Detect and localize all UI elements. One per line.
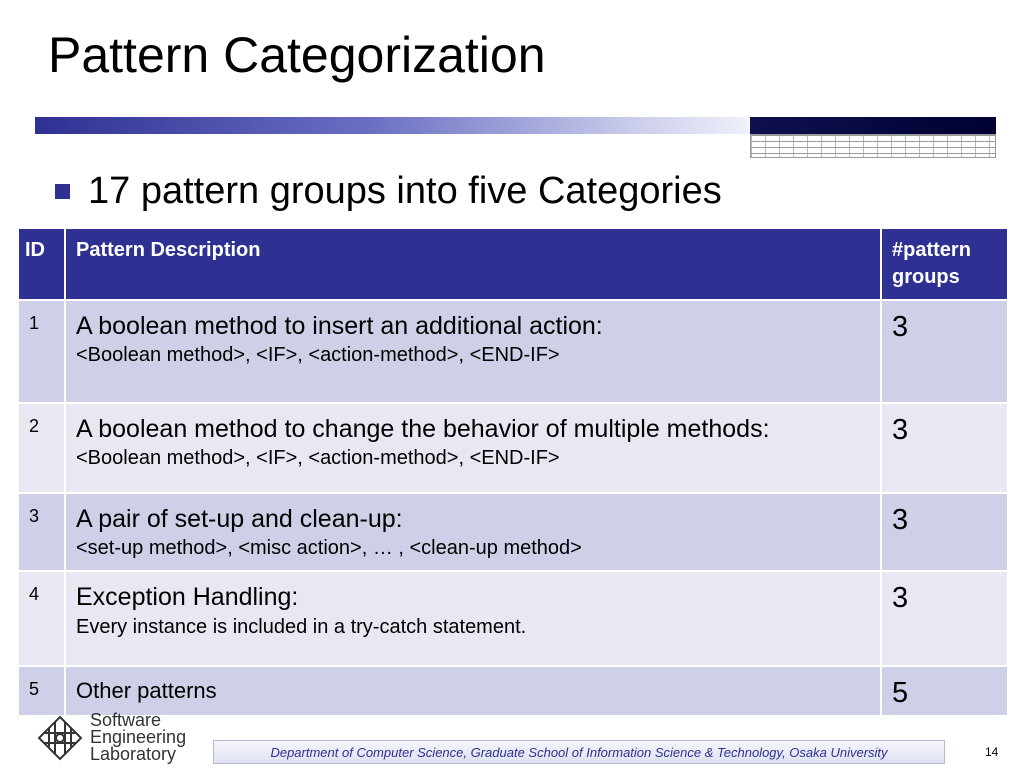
row-description <box>65 571 881 666</box>
row-description-sub: <set-up method>, <misc action>, … , <clean-up method> <box>76 537 582 560</box>
row-description-sub: <Boolean method>, <IF>, <action-method>, <END-IF> <box>76 447 560 470</box>
row-id: 3 <box>18 493 65 571</box>
row-count: 3 <box>881 493 1008 571</box>
logo-wordmark <box>90 712 186 763</box>
square-bullet-icon <box>55 184 70 199</box>
row-count: 3 <box>881 300 1008 403</box>
row-count: 3 <box>881 571 1008 666</box>
row-description-sub: Every instance is included in a try-catch statement. <box>76 615 527 638</box>
table-row <box>18 300 1008 403</box>
row-id: 5 <box>18 666 65 716</box>
row-description <box>65 666 881 716</box>
row-description-sub: <Boolean method>, <IF>, <action-method>, <END-IF> <box>76 344 560 367</box>
table-row <box>18 493 1008 571</box>
row-description-main: A boolean method to change the behavior of multiple methods: <box>76 415 770 443</box>
row-description-main: Exception Handling: <box>76 583 299 612</box>
page-number: 14 <box>985 745 999 759</box>
row-description <box>65 493 881 571</box>
header-grid-pattern <box>750 134 996 158</box>
header-id: ID <box>18 228 65 300</box>
row-description-main: A boolean method to insert an additional action: <box>76 312 603 340</box>
slide-title: Pattern Categorization <box>48 27 546 83</box>
table-row <box>18 666 1008 716</box>
logo-line-3: Laboratory <box>90 744 177 764</box>
table-row <box>18 403 1008 493</box>
header-count-line1: #pattern <box>892 239 971 261</box>
lab-logo <box>36 712 186 763</box>
row-description <box>65 403 881 493</box>
row-id: 2 <box>18 403 65 493</box>
row-description-main: A pair of set-up and clean-up: <box>76 505 403 533</box>
row-id: 1 <box>18 300 65 403</box>
logo-line-2: Engineering <box>90 727 187 747</box>
bullet-item <box>55 172 722 210</box>
table-row <box>18 571 1008 666</box>
sel-logo-icon <box>36 714 84 762</box>
header-description: Pattern Description <box>65 228 881 300</box>
row-count: 3 <box>881 403 1008 493</box>
header-count <box>881 228 1008 300</box>
bullet-text: 17 pattern groups into five Categories <box>88 170 722 212</box>
pattern-table <box>17 227 1009 717</box>
table-header-row <box>18 228 1008 300</box>
footer-department-text: Department of Computer Science, Graduate School of Information Science & Technology, Osaka University <box>270 744 888 760</box>
header-dark-block <box>750 117 996 134</box>
row-description-main: Other patterns <box>76 678 217 704</box>
row-count: 5 <box>881 666 1008 716</box>
header-count-line2: groups <box>892 266 960 288</box>
row-id: 4 <box>18 571 65 666</box>
footer-bar <box>213 740 945 764</box>
logo-line-1: Software <box>90 710 162 730</box>
row-description <box>65 300 881 403</box>
